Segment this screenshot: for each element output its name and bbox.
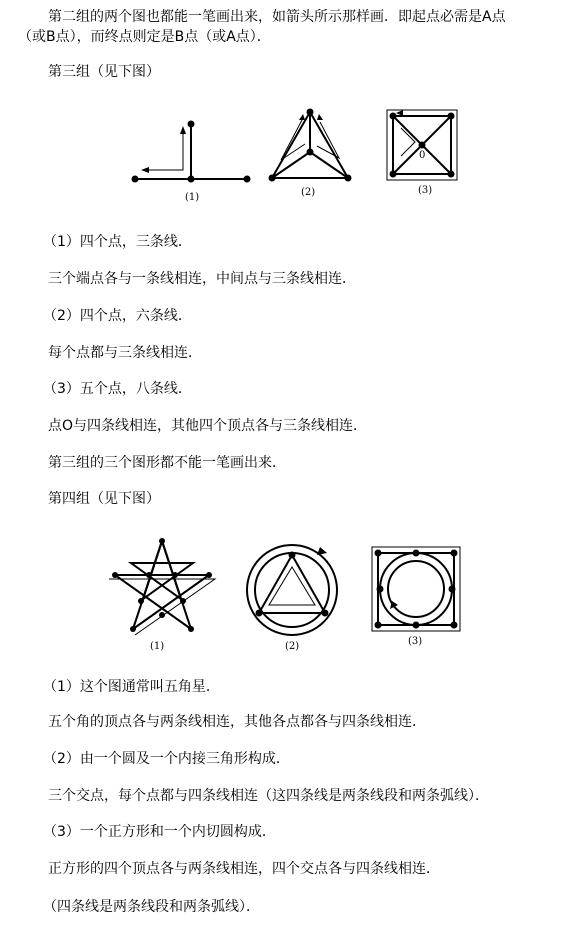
paragraph-line: （或B点），而终点则定是B点（或A点）． <box>18 29 271 45</box>
group3-figure-1 <box>125 120 255 190</box>
figure-label: (2) <box>301 187 316 198</box>
group3-figure-3 <box>385 108 460 183</box>
conclusion: 第三组的三个图形都不能一笔画出来． <box>48 455 286 471</box>
figure-label: (2) <box>285 641 300 652</box>
list-item-title: （2）由一个圆及一个内接三角形构成． <box>43 751 290 767</box>
group4-figure-3 <box>370 543 465 633</box>
list-item-title: （2）四个点，六条线． <box>43 308 192 324</box>
list-item-title: （1）四个点，三条线． <box>43 234 192 250</box>
list-item-title: （1）这个图通常叫五角星． <box>43 679 220 695</box>
figure-label: (3) <box>408 636 423 647</box>
list-item-desc: 三个交点，每个点都与四条线相连（这四条线是两条线段和两条弧线）． <box>48 788 489 804</box>
figure-label: (1) <box>185 192 200 203</box>
list-item-note: （四条线是两条线段和两条弧线）． <box>43 899 260 915</box>
group4-figure-2 <box>245 543 350 643</box>
list-item-desc: 三个端点各与一条线相连，中间点与三条线相连． <box>48 271 356 287</box>
figure-label: (1) <box>150 641 165 652</box>
section-heading-group-3: 第三组（见下图） <box>48 64 160 80</box>
list-item-title: （3）五个点，八条线． <box>43 381 192 397</box>
center-point-label: 0 <box>419 150 426 161</box>
list-item-desc: 五个角的顶点各与两条线相连，其他各点都各与四条线相连． <box>48 714 426 730</box>
figure-label: (3) <box>418 185 433 196</box>
list-item-desc: 正方形的四个顶点各与两条线相连，四个交点各与四条线相连． <box>48 861 440 877</box>
section-heading-group-4: 第四组（见下图） <box>48 491 160 507</box>
list-item-desc: 每个点都与三条线相连． <box>48 345 202 361</box>
list-item-desc: 点O与四条线相连，其他四个顶点各与三条线相连． <box>48 418 368 434</box>
paragraph-line: 第二组的两个图也都能一笔画出来，如箭头所示那样画．即起点必需是A点 <box>48 9 506 25</box>
group3-figure-2 <box>265 108 355 183</box>
group4-figure-1 <box>105 535 220 640</box>
list-item-title: （3）一个正方形和一个内切圆构成． <box>43 824 276 840</box>
